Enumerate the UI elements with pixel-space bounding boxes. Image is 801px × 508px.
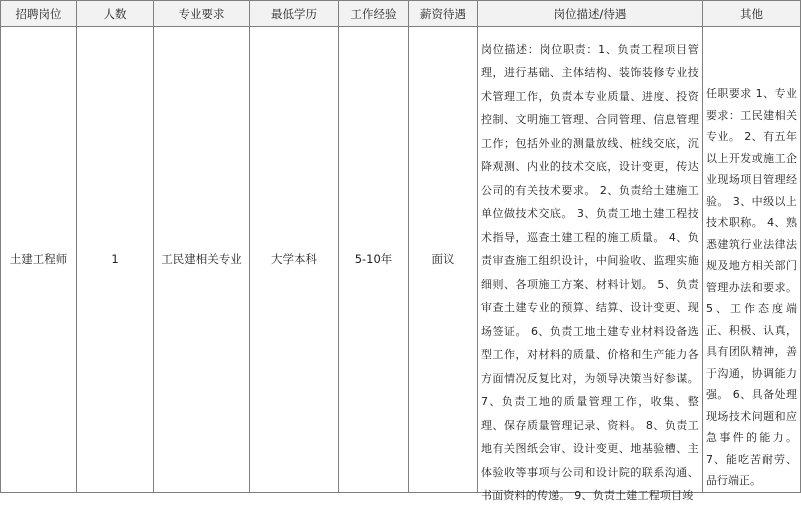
cell-position: 土建工程师 bbox=[1, 27, 77, 493]
header-description: 岗位描述/待遇 bbox=[478, 1, 703, 27]
cell-description bbox=[478, 27, 703, 503]
header-row bbox=[1, 1, 801, 27]
header-position: 招聘岗位 bbox=[1, 1, 77, 27]
header-salary: 薪资待遇 bbox=[409, 1, 478, 27]
cell-salary: 面议 bbox=[409, 27, 478, 493]
cell-major: 工民建相关专业 bbox=[154, 27, 250, 493]
cell-count: 1 bbox=[77, 27, 154, 493]
cell-other bbox=[703, 27, 801, 493]
description-text: 岗位描述：岗位职责：1、负责工程项目管理，进行基础、主体结构、装饰装修专业技术管理工作，负责本专业质量、进度、投资控制、文明施工管理、合同管理、信息管理工作；包括外业的测量放线、桩线交底，沉降观测、内业的技术交底，设计变更，传达公司的有关技术要求。 2、负责给土建施工单位做技术交底。 3、负责工地土建工程技术指导，巡查土建工程的施工质量。 4、负责审查施工组织设计，中间验收、监理实施细则、各项施工方案、材料计划。 5、负责审查土建专业的预算、结算、设计变更、现场签证。 6、负责工地土建专业材料设备选型工作，对材料的质量、价格和生产能力各方面情况反复比对，为领导决策当好参谋。 7、负责工地的质量管理工作，收集、整理、保存质量管理记录、资料。 8、负责工地有关图纸会审、设计变更、地基验槽、主体验收等事项与公司和设计院的联系沟通、书面资料的传递。 9、负责土建工程项目竣 bbox=[481, 42, 699, 503]
header-major: 专业要求 bbox=[154, 1, 250, 27]
cell-education: 大学本科 bbox=[250, 27, 339, 493]
cell-experience: 5-10年 bbox=[339, 27, 409, 493]
other-requirements-text: 任职要求 1、专业要求：工民建相关专业。 2、有五年以上开发或施工企业现场项目管理经验。 3、中级以上技术职称。 4、熟悉建筑行业法律法规及地方相关部门管理办法和要求。 5、工作态度端正、积极、认真，具有团队精神，善于沟通，协调能力强。 6、具备处理现场技术问题和应急事件的能力。 7、能吃苦耐劳、品行端正。 bbox=[706, 87, 797, 487]
header-experience: 工作经验 bbox=[339, 1, 409, 27]
header-education: 最低学历 bbox=[250, 1, 339, 27]
header-other: 其他 bbox=[703, 1, 801, 27]
header-count: 人数 bbox=[77, 1, 154, 27]
table-row bbox=[1, 27, 801, 493]
table-header bbox=[1, 1, 801, 27]
